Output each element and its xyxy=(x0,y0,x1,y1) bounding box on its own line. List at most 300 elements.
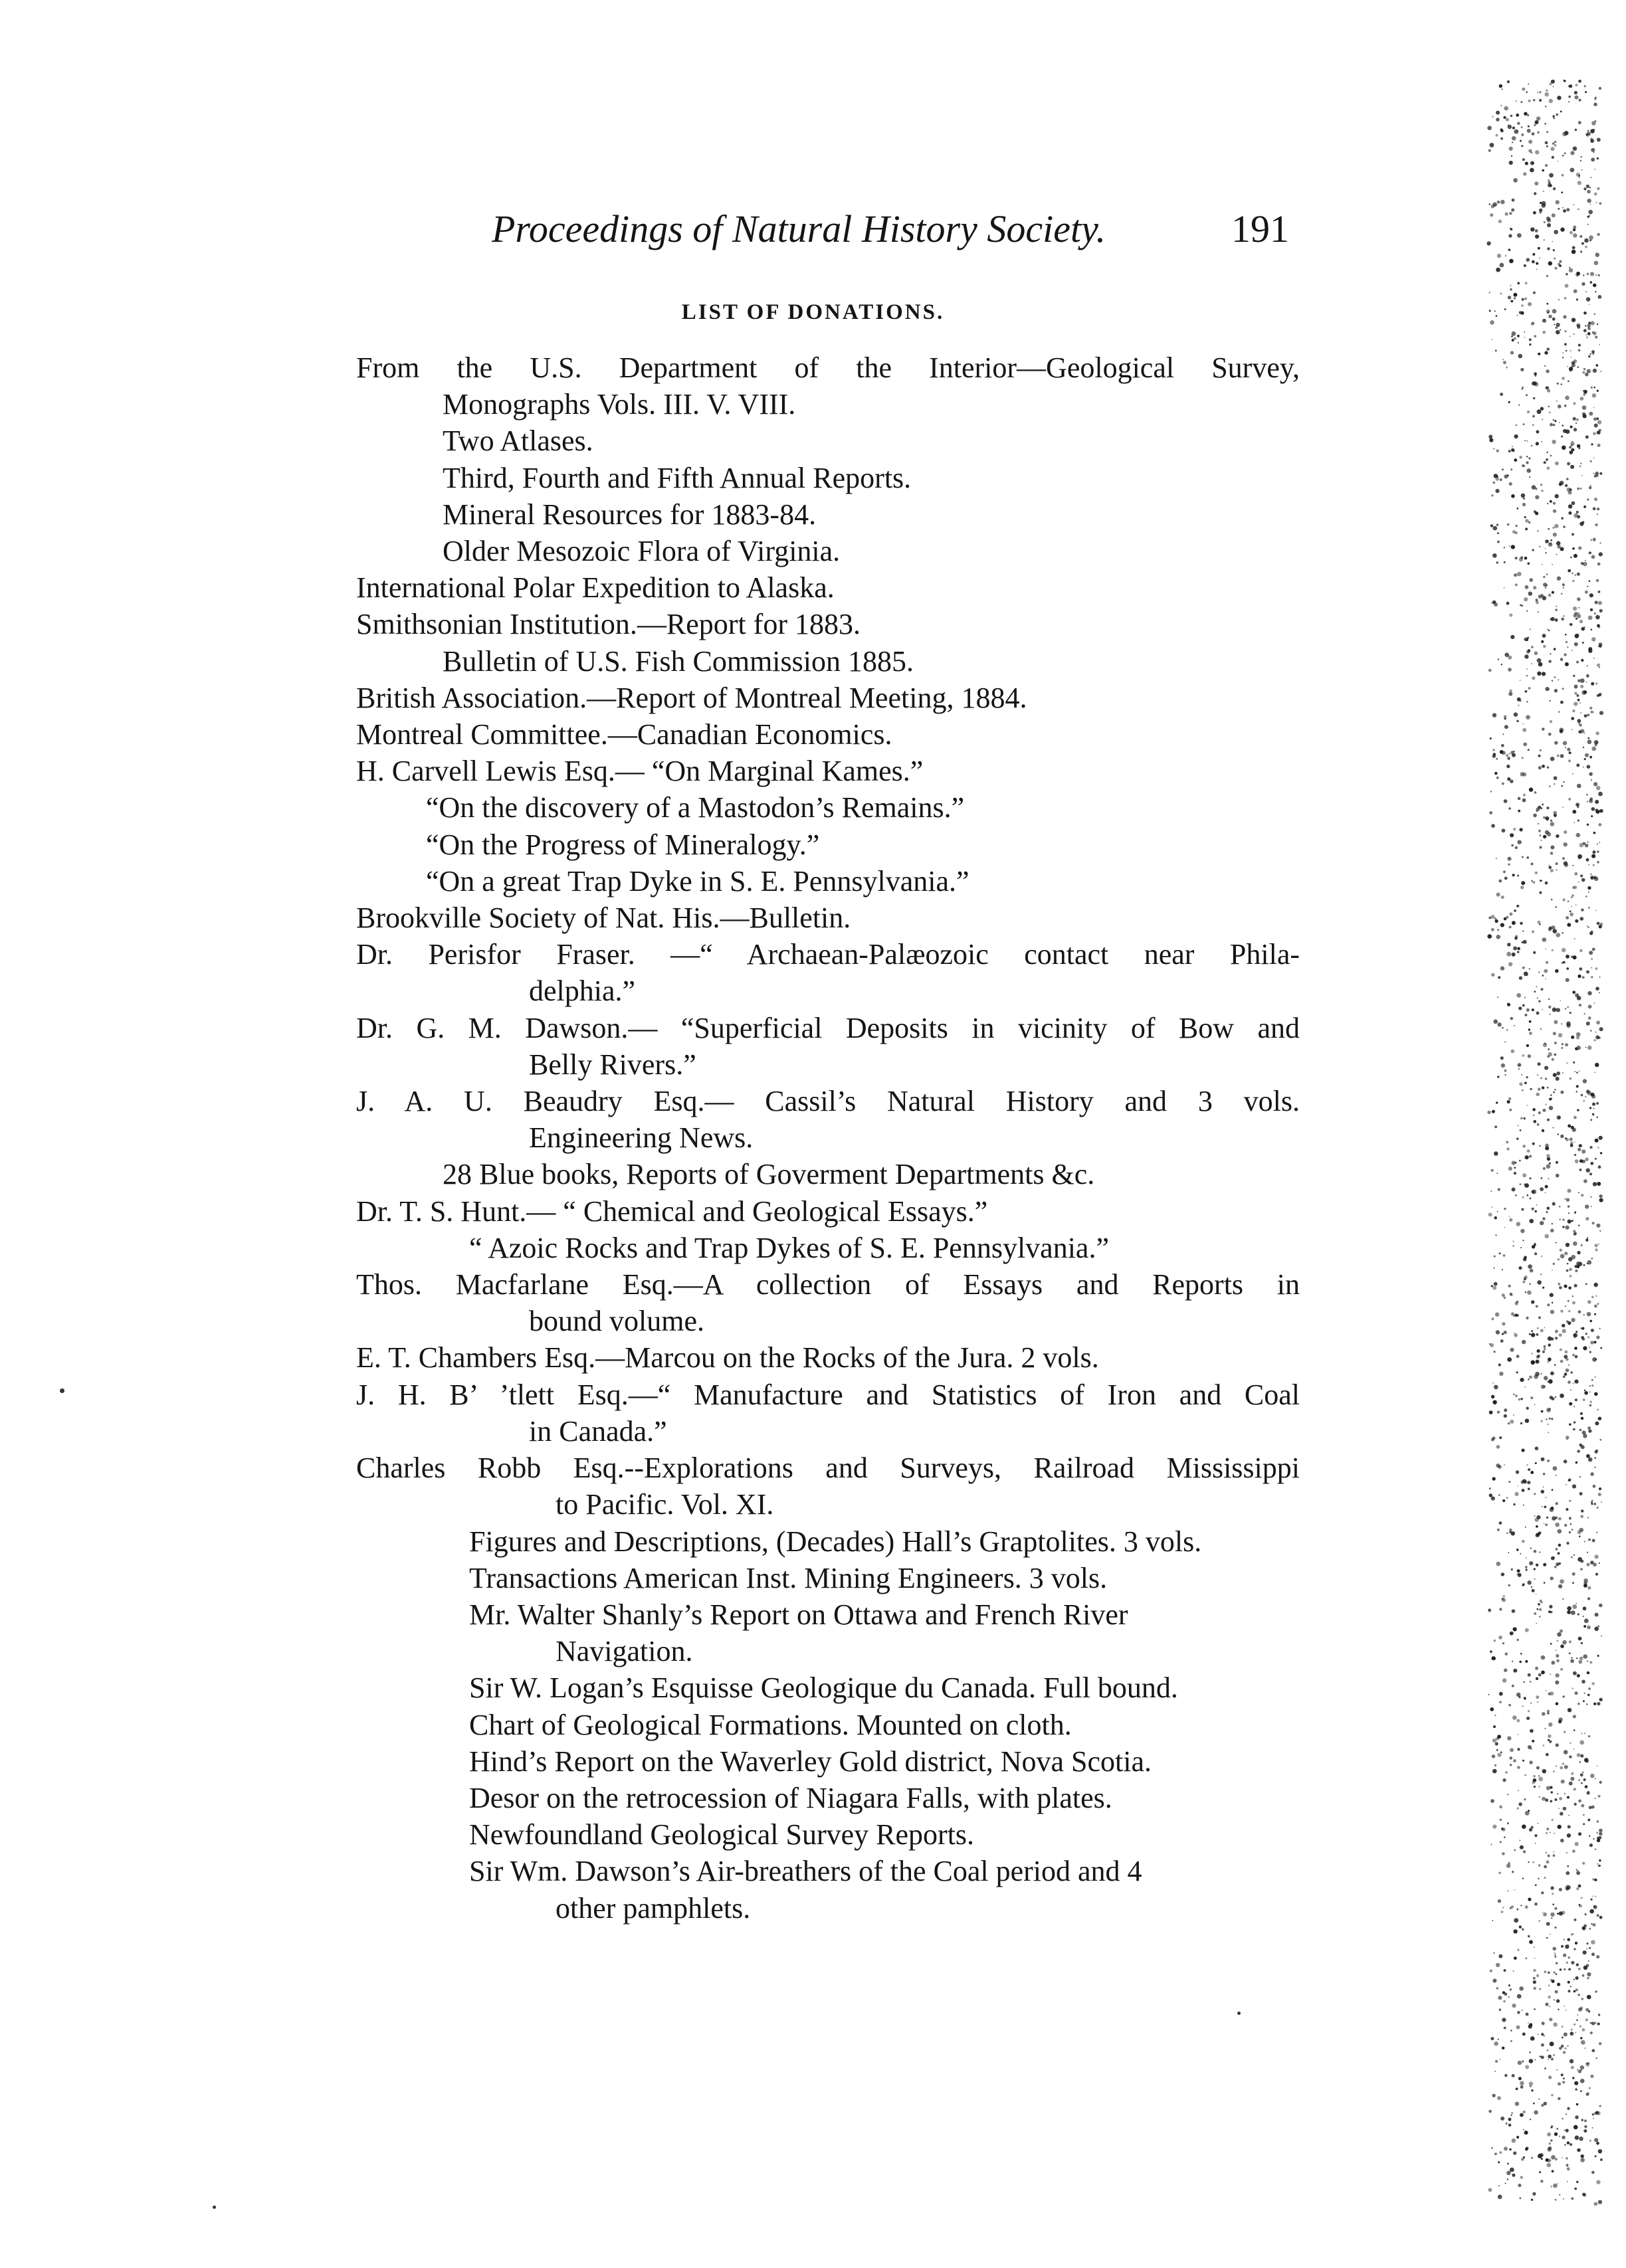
speckle-dot xyxy=(1504,1297,1506,1299)
speckle-dot xyxy=(1529,1561,1533,1565)
speckle-dot xyxy=(1528,1710,1530,1712)
speckle-dot xyxy=(1559,1206,1561,1208)
speckle-dot xyxy=(1562,2136,1565,2139)
speckle-dot xyxy=(1496,1330,1500,1334)
speckle-dot xyxy=(1508,807,1511,810)
donation-line: “On the discovery of a Mastodon’s Remains.” xyxy=(426,791,965,824)
speckle-dot xyxy=(1531,152,1532,153)
speckle-dot xyxy=(1497,1411,1500,1414)
speckle-dot xyxy=(1586,858,1589,862)
speckle-dot xyxy=(1594,2202,1598,2206)
speckle-dot xyxy=(1497,201,1500,203)
speckle-dot xyxy=(1589,1173,1592,1175)
speckle-dot xyxy=(1492,1286,1496,1290)
speckle-dot xyxy=(1564,1793,1566,1795)
speckle-dot xyxy=(1549,865,1550,866)
speckle-dot xyxy=(1550,1934,1551,1935)
speckle-dot xyxy=(1589,931,1593,935)
speckle-dot xyxy=(1588,1735,1590,1737)
speckle-dot xyxy=(1542,1912,1544,1913)
speckle-dot xyxy=(1582,642,1584,644)
speckle-dot xyxy=(1523,1850,1526,1853)
speckle-dot xyxy=(1546,310,1550,314)
speckle-dot xyxy=(1596,1532,1597,1533)
speckle-dot xyxy=(1497,1211,1498,1212)
speckle-dot xyxy=(1516,1138,1518,1140)
speckle-dot xyxy=(1561,191,1563,193)
speckle-dot xyxy=(1520,140,1522,142)
speckle-dot xyxy=(1545,2003,1548,2006)
speckle-dot xyxy=(1507,2178,1508,2180)
speckle-dot xyxy=(1599,1198,1603,1202)
speckle-dot xyxy=(1539,1552,1540,1553)
speckle-dot xyxy=(1547,1424,1548,1425)
speckle-dot xyxy=(1504,2146,1508,2150)
speckle-dot xyxy=(1599,1194,1603,1198)
speckle-dot xyxy=(1575,1603,1577,1604)
speckle-dot xyxy=(1513,293,1517,297)
speckle-dot xyxy=(1559,1333,1562,1337)
speckle-dot xyxy=(1575,2032,1577,2033)
speckle-dot xyxy=(1594,169,1595,170)
speckle-dot xyxy=(1554,2132,1558,2136)
speckle-dot xyxy=(1518,1790,1519,1791)
speckle-dot xyxy=(1598,2149,1602,2153)
speckle-dot xyxy=(1594,1283,1598,1287)
speckle-dot xyxy=(1589,1146,1592,1149)
speckle-dot xyxy=(1562,932,1564,933)
speckle-dot xyxy=(1581,2040,1585,2045)
speckle-dot xyxy=(1529,578,1533,582)
speckle-dot xyxy=(1545,164,1548,167)
speckle-dot xyxy=(1562,2081,1565,2083)
speckle-dot xyxy=(1579,1444,1582,1447)
speckle-dot xyxy=(1538,1786,1540,1787)
speckle-dot xyxy=(1557,1640,1559,1642)
speckle-dot xyxy=(1570,2059,1574,2063)
donation-line: Montreal Committee.—Canadian Economics. xyxy=(356,718,892,751)
speckle-dot xyxy=(1489,292,1490,293)
speckle-dot xyxy=(1563,315,1566,318)
speckle-dot xyxy=(1503,1595,1505,1597)
speckle-dot xyxy=(1566,955,1570,959)
speckle-dot xyxy=(1532,415,1535,418)
speckle-dot xyxy=(1488,203,1490,205)
speckle-dot xyxy=(1511,2115,1512,2116)
speckle-dot xyxy=(1554,1566,1557,1568)
speckle-dot xyxy=(1524,1183,1529,1188)
speckle-dot xyxy=(1515,1302,1518,1305)
speckle-dot xyxy=(1589,1928,1591,1930)
speckle-dot xyxy=(1536,1515,1540,1519)
speckle-dot xyxy=(1523,1258,1527,1262)
speckle-dot xyxy=(1518,840,1522,844)
speckle-dot xyxy=(1539,99,1542,102)
speckle-dot xyxy=(1578,546,1581,549)
speckle-dot xyxy=(1536,1594,1537,1595)
speckle-dot xyxy=(1533,1987,1536,1990)
speckle-dot xyxy=(1551,2058,1554,2061)
speckle-dot xyxy=(1563,781,1564,783)
speckle-dot xyxy=(1590,272,1594,276)
speckle-dot xyxy=(1575,1355,1578,1359)
speckle-dot xyxy=(1540,1187,1544,1191)
speckle-dot xyxy=(1522,388,1524,390)
speckle-dot xyxy=(1585,435,1589,438)
speckle-dot xyxy=(1540,988,1543,991)
speckle-dot xyxy=(1541,1655,1546,1660)
speckle-dot xyxy=(1559,1797,1562,1800)
speckle-dot xyxy=(1572,246,1575,249)
speckle-dot xyxy=(1520,680,1521,681)
speckle-dot xyxy=(1564,1524,1567,1527)
speckle-dot xyxy=(1534,1578,1535,1580)
speckle-dot xyxy=(1489,310,1491,312)
speckle-dot xyxy=(1595,615,1600,620)
speckle-dot xyxy=(1549,1605,1552,1608)
speckle-dot xyxy=(1579,1657,1583,1661)
speckle-dot xyxy=(1524,1697,1526,1699)
speckle-dot xyxy=(1582,405,1587,410)
speckle-dot xyxy=(1570,1275,1572,1277)
speckle-dot xyxy=(1498,880,1502,883)
speckle-dot xyxy=(1593,1503,1596,1505)
speckle-dot xyxy=(1523,794,1526,797)
speckle-dot xyxy=(1550,820,1552,822)
speckle-dot xyxy=(1587,2062,1589,2064)
speckle-dot xyxy=(1576,419,1579,421)
speckle-dot xyxy=(1596,1102,1599,1105)
speckle-dot xyxy=(1547,2132,1551,2136)
speckle-dot xyxy=(1579,1536,1581,1538)
speckle-dot xyxy=(1567,1885,1571,1889)
speckle-dot xyxy=(1576,1072,1578,1074)
speckle-dot xyxy=(1574,1336,1576,1338)
speckle-dot xyxy=(1540,1177,1542,1179)
speckle-dot xyxy=(1519,456,1522,458)
speckle-dot xyxy=(1576,833,1581,838)
speckle-dot xyxy=(1525,1566,1528,1568)
speckle-dot xyxy=(1550,1094,1552,1095)
speckle-dot xyxy=(1494,448,1495,450)
speckle-dot xyxy=(1564,1355,1568,1359)
speckle-dot xyxy=(1528,1673,1531,1677)
speckle-dot xyxy=(1527,114,1529,116)
speckle-dot xyxy=(1591,1296,1594,1299)
speckle-dot xyxy=(1514,1918,1518,1923)
speckle-dot xyxy=(1588,210,1593,215)
speckle-dot xyxy=(1593,458,1595,459)
donation-line: From the U.S. Department of the Interior—Geological Survey, xyxy=(356,351,1300,384)
speckle-dot xyxy=(1583,1578,1588,1583)
speckle-dot xyxy=(1562,132,1567,136)
speckle-dot xyxy=(1593,538,1596,541)
speckle-dot xyxy=(1583,1314,1585,1315)
speckle-dot xyxy=(1539,834,1541,836)
speckle-dot xyxy=(1588,907,1590,909)
speckle-dot xyxy=(1586,1964,1589,1967)
speckle-dot xyxy=(1514,130,1519,134)
speckle-dot xyxy=(1531,2089,1534,2092)
speckle-dot xyxy=(1535,495,1539,499)
speckle-dot xyxy=(1548,179,1550,181)
speckle-dot xyxy=(1495,2060,1498,2063)
speckle-dot xyxy=(1595,1248,1597,1251)
speckle-dot xyxy=(1571,357,1572,358)
speckle-dot xyxy=(1552,115,1554,117)
speckle-dot xyxy=(1504,917,1507,921)
speckle-dot xyxy=(1529,2051,1531,2053)
speckle-dot xyxy=(1554,676,1556,678)
speckle-dot xyxy=(1554,144,1557,147)
speckle-dot xyxy=(1586,1758,1587,1760)
speckle-dot xyxy=(1538,662,1543,667)
speckle-dot xyxy=(1520,1229,1524,1233)
speckle-dot xyxy=(1594,1627,1599,1632)
donation-line: Dr. Perisfor Fraser. —“ Archaean-Palæozoic contact near Phila- xyxy=(356,938,1300,971)
speckle-dot xyxy=(1591,747,1596,751)
speckle-dot xyxy=(1593,152,1595,153)
speckle-dot xyxy=(1558,711,1560,713)
speckle-dot xyxy=(1553,1073,1557,1077)
speckle-dot xyxy=(1566,1369,1570,1372)
speckle-dot xyxy=(1494,772,1497,775)
speckle-dot xyxy=(1508,401,1510,403)
speckle-dot xyxy=(1558,2082,1561,2085)
speckle-dot xyxy=(1596,1224,1600,1228)
speckle-dot xyxy=(1577,1753,1581,1757)
speckle-dot xyxy=(1527,411,1530,413)
speckle-dot xyxy=(1572,547,1575,550)
speckle-dot xyxy=(1574,1347,1577,1350)
speckle-dot xyxy=(1556,1659,1560,1663)
speckle-dot xyxy=(1574,1406,1575,1407)
speckle-dot xyxy=(1521,126,1522,128)
speckle-dot xyxy=(1591,148,1595,152)
speckle-dot xyxy=(1499,1436,1502,1439)
speckle-dot xyxy=(1574,2024,1575,2026)
speckle-dot xyxy=(1553,424,1555,426)
speckle-dot xyxy=(1520,2113,1524,2117)
speckle-dot xyxy=(1577,209,1579,211)
speckle-dot xyxy=(1572,573,1574,575)
speckle-dot xyxy=(1550,1611,1552,1613)
speckle-dot xyxy=(1563,1807,1567,1811)
speckle-dot xyxy=(1524,337,1526,338)
speckle-dot xyxy=(1553,1032,1556,1035)
speckle-dot xyxy=(1527,1290,1532,1295)
speckle-dot xyxy=(1596,474,1599,477)
speckle-dot xyxy=(1577,326,1580,329)
speckle-dot xyxy=(1547,503,1548,504)
speckle-dot xyxy=(1596,1335,1599,1339)
speckle-dot xyxy=(1554,1364,1556,1366)
speckle-dot xyxy=(1517,315,1518,316)
speckle-dot xyxy=(1560,754,1564,758)
speckle-dot xyxy=(1506,1497,1508,1499)
speckle-dot xyxy=(1519,1926,1522,1929)
speckle-dot xyxy=(1520,1422,1522,1424)
speckle-dot xyxy=(1516,720,1518,722)
speckle-dot xyxy=(1506,1863,1510,1867)
speckle-dot xyxy=(1496,450,1499,452)
speckle-dot xyxy=(1498,1899,1502,1903)
speckle-dot xyxy=(1583,1823,1585,1825)
speckle-dot xyxy=(1556,1702,1559,1705)
speckle-dot xyxy=(1498,2161,1500,2163)
speckle-dot xyxy=(1578,349,1580,351)
speckle-dot xyxy=(1597,850,1599,853)
speckle-dot xyxy=(1598,2200,1602,2204)
speckle-dot xyxy=(1577,2069,1578,2071)
speckle-dot xyxy=(1494,1640,1496,1642)
speckle-dot xyxy=(1523,2129,1524,2130)
speckle-dot xyxy=(1562,806,1564,808)
donation-line: 28 Blue books, Reports of Goverment Departments &c. xyxy=(443,1158,1095,1191)
speckle-dot xyxy=(1502,1333,1504,1335)
speckle-dot xyxy=(1575,1976,1579,1980)
speckle-dot xyxy=(1536,1564,1538,1566)
speckle-dot xyxy=(1572,1354,1575,1357)
speckle-dot xyxy=(1522,1824,1526,1829)
speckle-dot xyxy=(1550,1643,1552,1645)
speckle-dot xyxy=(1526,1076,1528,1078)
speckle-dot xyxy=(1558,1517,1562,1521)
speckle-dot xyxy=(1595,2057,1597,2059)
speckle-dot xyxy=(1516,1355,1520,1358)
speckle-dot xyxy=(1574,2081,1578,2085)
speckle-dot xyxy=(1595,1798,1596,1799)
speckle-dot xyxy=(1534,2111,1538,2115)
speckle-dot xyxy=(1574,1334,1575,1336)
speckle-dot xyxy=(1571,444,1573,446)
speckle-dot xyxy=(1529,476,1530,478)
speckle-dot xyxy=(1502,1907,1504,1908)
speckle-dot xyxy=(1529,1760,1532,1764)
speckle-dot xyxy=(1489,1487,1491,1489)
speckle-dot xyxy=(1529,1032,1532,1035)
speckle-dot xyxy=(1577,613,1579,614)
donation-line: Chart of Geological Formations. Mounted on cloth. xyxy=(469,1708,1072,1741)
speckle-dot xyxy=(1562,1324,1565,1327)
speckle-dot xyxy=(1565,284,1569,288)
speckle-dot xyxy=(1542,765,1545,768)
speckle-dot xyxy=(1521,1074,1522,1076)
speckle-dot xyxy=(1597,1838,1598,1839)
speckle-dot xyxy=(1514,1025,1515,1026)
speckle-dot xyxy=(1533,814,1537,818)
speckle-dot xyxy=(1490,1799,1494,1803)
speckle-dot xyxy=(1507,857,1511,861)
speckle-dot xyxy=(1538,766,1542,769)
speckle-dot xyxy=(1599,667,1600,668)
speckle-dot xyxy=(1529,1155,1532,1158)
speckle-dot xyxy=(1529,1219,1534,1224)
speckle-dot xyxy=(1599,992,1600,993)
speckle-dot xyxy=(1510,780,1513,783)
speckle-dot xyxy=(1498,1872,1500,1874)
speckle-dot xyxy=(1518,797,1521,801)
speckle-dot xyxy=(1506,1147,1510,1151)
speckle-dot xyxy=(1547,2049,1549,2051)
speckle-dot xyxy=(1585,334,1587,335)
speckle-dot xyxy=(1580,160,1581,161)
speckle-dot xyxy=(1513,178,1518,183)
speckle-dot xyxy=(1522,1705,1523,1707)
speckle-dot xyxy=(1499,2008,1502,2011)
speckle-dot xyxy=(1594,2022,1596,2024)
speckle-dot xyxy=(1550,455,1552,457)
speckle-dot xyxy=(1542,2022,1545,2025)
speckle-dot xyxy=(1587,273,1589,275)
speckle-dot xyxy=(1555,494,1559,498)
speckle-dot xyxy=(1583,368,1586,371)
speckle-dot xyxy=(1580,1327,1582,1329)
speckle-dot xyxy=(1514,937,1517,939)
speckle-dot xyxy=(1592,1103,1595,1106)
speckle-dot xyxy=(1549,1418,1551,1420)
speckle-dot xyxy=(1548,998,1550,1000)
speckle-dot xyxy=(1510,2168,1514,2172)
speckle-dot xyxy=(1597,157,1599,159)
speckle-dot xyxy=(1532,253,1535,256)
speckle-dot xyxy=(1591,1682,1595,1685)
speckle-dot xyxy=(1584,714,1587,717)
speckle-dot xyxy=(1559,1911,1563,1915)
speckle-dot xyxy=(1508,1167,1512,1171)
speckle-dot xyxy=(1498,2185,1500,2186)
speckle-dot xyxy=(1550,185,1552,187)
speckle-dot xyxy=(1571,1657,1572,1658)
speckle-dot xyxy=(1526,2013,1529,2016)
speckle-dot xyxy=(1570,911,1572,913)
speckle-dot xyxy=(1507,2163,1509,2165)
speckle-dot xyxy=(1578,857,1580,859)
speckle-dot xyxy=(1512,1609,1516,1613)
speckle-dot xyxy=(1516,100,1517,102)
speckle-dot xyxy=(1539,209,1542,212)
speckle-dot xyxy=(1533,951,1536,954)
speckle-dot xyxy=(1530,862,1533,865)
speckle-dot xyxy=(1507,943,1511,947)
speckle-dot xyxy=(1587,324,1590,328)
speckle-dot xyxy=(1546,1786,1550,1790)
speckle-dot xyxy=(1548,2075,1552,2079)
speckle-dot xyxy=(1569,1531,1571,1533)
speckle-dot xyxy=(1585,1760,1589,1763)
speckle-dot xyxy=(1504,715,1506,718)
speckle-dot xyxy=(1497,1076,1499,1078)
speckle-dot xyxy=(1557,1983,1560,1986)
speckle-dot xyxy=(1512,1245,1514,1246)
speckle-dot xyxy=(1597,1409,1599,1411)
speckle-dot xyxy=(1583,274,1584,276)
speckle-dot xyxy=(1587,991,1591,995)
speckle-dot xyxy=(1506,2171,1511,2176)
speckle-dot xyxy=(1578,607,1579,609)
speckle-dot xyxy=(1525,1014,1528,1016)
speckle-dot xyxy=(1504,1836,1506,1838)
speckle-dot xyxy=(1540,1221,1544,1225)
speckle-dot xyxy=(1508,1984,1510,1986)
speckle-dot xyxy=(1487,934,1492,939)
speckle-dot xyxy=(1541,2033,1544,2035)
speckle-dot xyxy=(1542,1712,1546,1716)
speckle-dot xyxy=(1530,1198,1532,1200)
speckle-dot xyxy=(1569,450,1573,454)
speckle-dot xyxy=(1584,733,1585,734)
speckle-dot xyxy=(1489,438,1493,442)
